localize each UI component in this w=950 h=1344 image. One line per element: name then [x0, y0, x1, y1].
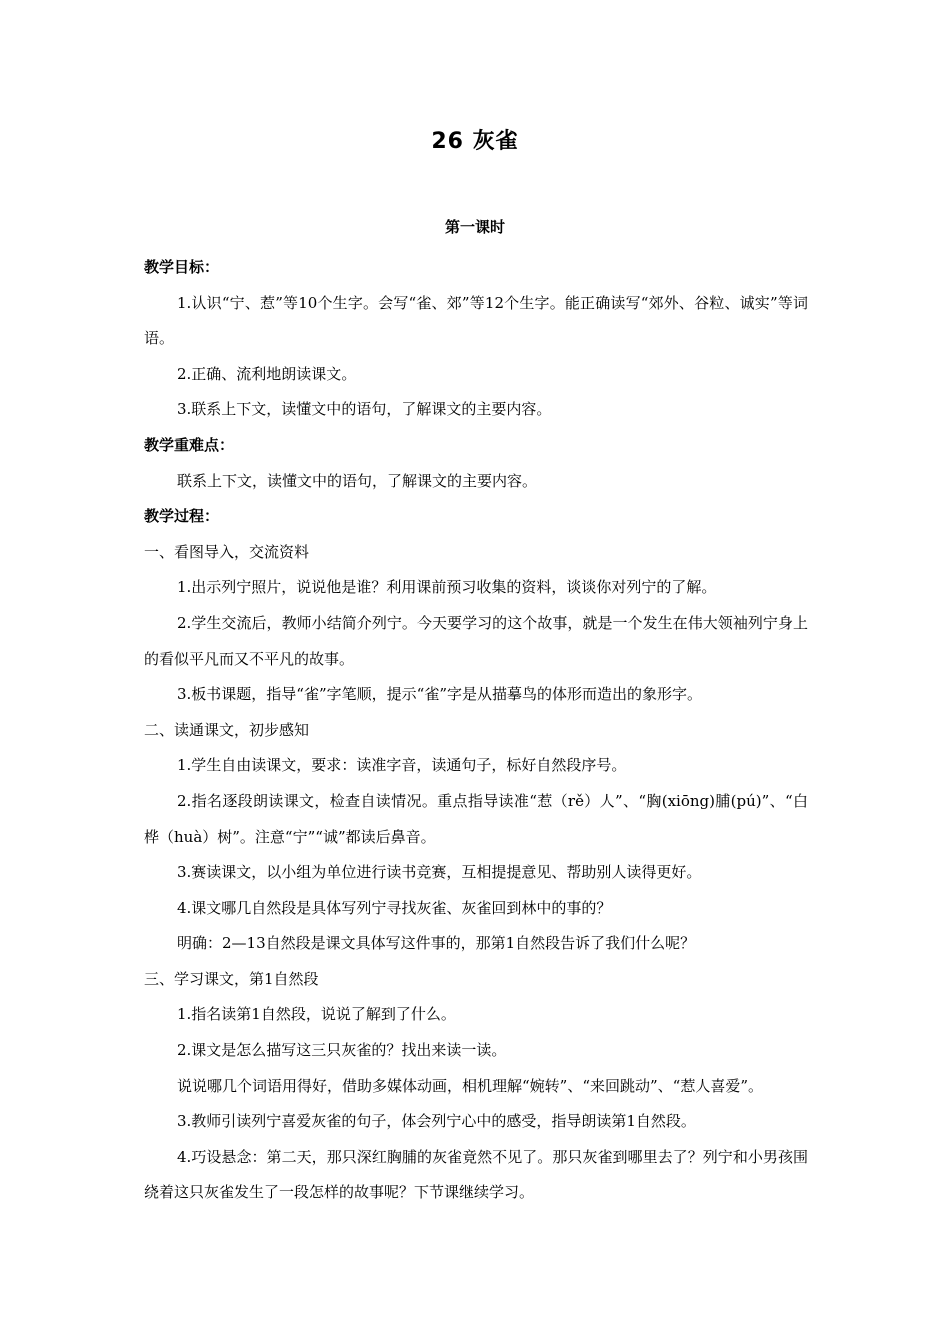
part-heading: 一、看图导入，交流资料 [144, 542, 310, 561]
step-item: 3.赛读课文，以小组为单位进行读书竞赛，互相提提意见、帮助别人读得更好。 [177, 863, 702, 882]
step-item: 2.课文是怎么描写这三只灰雀的？找出来读一读。 [177, 1041, 507, 1060]
goal-item: 1.认识“宁、惹”等10个生字。会写“雀、郊”等12个生字。能正确读写“郊外、谷粒、诚实”等词语。 [144, 293, 808, 348]
process-heading: 教学过程： [144, 507, 220, 526]
part-heading: 二、读通课文，初步感知 [144, 720, 310, 739]
part-heading: 三、学习课文，第1自然段 [144, 969, 319, 988]
key-point-item: 联系上下文，读懂文中的语句，了解课文的主要内容。 [177, 471, 538, 490]
step-item: 2.指名逐段朗读课文，检查自读情况。重点指导读准“惹（rě）人”、“胸(xiōng)脯(pú)”、“白桦（huà）树”。注意“宁”“诚”都读后鼻音。 [144, 791, 808, 846]
step-item: 1.学生自由读课文，要求：读准字音，读通句子，标好自然段序号。 [177, 756, 627, 775]
page-title: 26 灰雀 [431, 129, 519, 154]
step-item: 1.指名读第1自然段，说说了解到了什么。 [177, 1005, 456, 1024]
step-item: 1.出示列宁照片，说说他是谁？利用课前预习收集的资料，谈谈你对列宁的了解。 [177, 578, 717, 597]
lesson-plan-body [144, 250, 808, 1211]
step-item: 4.巧设悬念：第二天，那只深红胸脯的灰雀竟然不见了。那只灰雀到哪里去了？列宁和小男孩围绕着这只灰雀发生了一段怎样的故事呢？下节课继续学习。 [144, 1147, 808, 1202]
goals-heading: 教学目标： [144, 258, 220, 276]
step-item: 3.教师引读列宁喜爱灰雀的句子，体会列宁心中的感受，指导朗读第1自然段。 [177, 1112, 696, 1131]
step-item: 说说哪几个词语用得好，借助多媒体动画，相机理解“婉转”、“来回跳动”、“惹人喜爱”。 [177, 1076, 764, 1095]
goal-item: 2.正确、流利地朗读课文。 [177, 364, 357, 383]
lesson-label: 第一课时 [444, 218, 505, 236]
step-item: 2.学生交流后，教师小结简介列宁。今天要学习的这个故事，就是一个发生在伟大领袖列宁身上的看似平凡而又不平凡的故事。 [144, 613, 808, 668]
step-item: 明确：2—13自然段是课文具体写这件事的，那第1自然段告诉了我们什么呢？ [177, 934, 696, 953]
step-item: 3.板书课题，指导“雀”字笔顺，提示“雀”字是从描摹鸟的体形而造出的象形字。 [177, 685, 702, 704]
goal-item: 3.联系上下文，读懂文中的语句，了解课文的主要内容。 [177, 400, 552, 419]
step-item: 4.课文哪几自然段是具体写列宁寻找灰雀、灰雀回到林中的事的？ [177, 898, 612, 917]
key-points-heading: 教学重难点： [144, 435, 235, 454]
